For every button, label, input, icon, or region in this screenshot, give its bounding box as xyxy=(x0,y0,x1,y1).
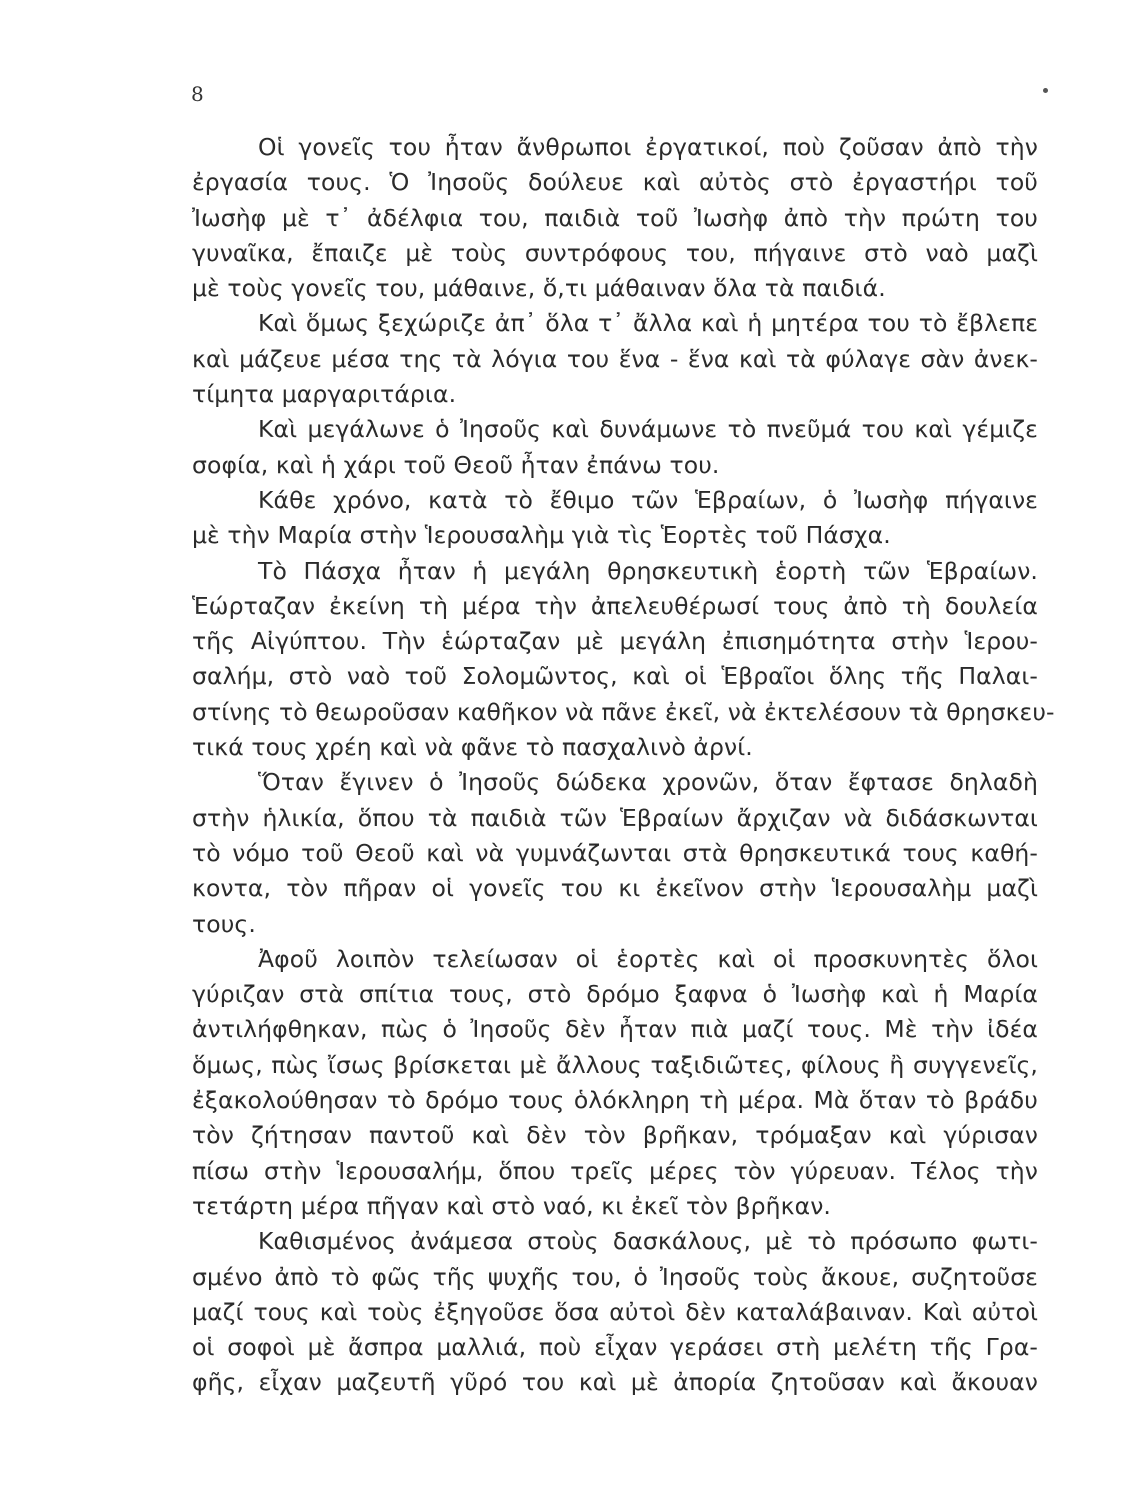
text-line: τικά τους χρέη καὶ νὰ φᾶνε τὸ πασχαλινὸ ἀρνί. xyxy=(192,733,753,762)
text-line: Καὶ μεγάλωνε ὁ Ἰησοῦς καὶ δυνάμωνε τὸ πνεῦμά του καὶ γέμιζε xyxy=(258,415,1038,444)
page-number: 8 xyxy=(191,82,204,106)
text-line: Τὸ Πάσχα ἦταν ἡ μεγάλη θρησκευτικὴ ἑορτὴ τῶν Ἑβραίων. xyxy=(258,556,1038,585)
text-line: Ὅταν ἔγινεν ὁ Ἰησοῦς δώδεκα χρονῶν, ὅταν ἔφτασε δηλαδὴ xyxy=(258,768,1038,797)
text-line: Κάθε χρόνο, κατὰ τὸ ἔθιμο τῶν Ἑβραίων, ὁ Ἰωσὴφ πήγαινε xyxy=(258,485,1038,514)
text-line: σοφία, καὶ ἡ χάρι τοῦ Θεοῦ ἦταν ἐπάνω του. xyxy=(192,450,720,479)
text-line: μὲ τὴν Μαρία στὴν Ἱερουσαλὴμ γιὰ τὶς Ἑορτὲς τοῦ Πάσχα. xyxy=(192,521,891,550)
text-line: σμένο ἀπὸ τὸ φῶς τῆς ψυχῆς του, ὁ Ἰησοῦς τοὺς ἄκουε, συζητοῦσε xyxy=(192,1262,1038,1291)
text-line: ὅμως, πὼς ἴσως βρίσκεται μὲ ἄλλους ταξιδιῶτες, φίλους ἢ συγγενεῖς, xyxy=(192,1050,1038,1079)
text-line: στὴν ἡλικία, ὅπου τὰ παιδιὰ τῶν Ἑβραίων ἄρχιζαν νὰ διδάσκωνται xyxy=(192,803,1038,832)
text-line: πίσω στὴν Ἱερουσαλήμ, ὅπου τρεῖς μέρες τὸν γύρευαν. Τέλος τὴν xyxy=(192,1156,1038,1185)
text-line: τὸν ζήτησαν παντοῦ καὶ δὲν τὸν βρῆκαν, τρόμαξαν καὶ γύρισαν xyxy=(192,1121,1038,1150)
text-line: Οἱ γονεῖς του ἦταν ἄνθρωποι ἐργατικοί, ποὺ ζοῦσαν ἀπὸ τὴν xyxy=(258,133,1038,161)
text-line: τὸ νόμο τοῦ Θεοῦ καὶ νὰ γυμνάζωνται στὰ θρησκευτικά τους καθή- xyxy=(192,838,1038,867)
text-line: οἱ σοφοὶ μὲ ἄσπρα μαλλιά, ποὺ εἶχαν γεράσει στὴ μελέτη τῆς Γρα- xyxy=(192,1333,1038,1362)
text-line: ἀντιλήφθηκαν, πὼς ὁ Ἰησοῦς δὲν ἦταν πιὰ μαζί τους. Μὲ τὴν ἰδέα xyxy=(192,1015,1038,1044)
text-line: φῆς, εἶχαν μαζευτῆ γῦρό του καὶ μὲ ἀπορία ζητοῦσαν καὶ ἄκουαν xyxy=(192,1368,1038,1397)
text-line: στίνης τὸ θεωροῦσαν καθῆκον νὰ πᾶνε ἐκεῖ, νὰ ἐκτελέσουν τὰ θρησκευ- xyxy=(192,697,1055,726)
text-line: Ἑώρταζαν ἐκείνη τὴ μέρα τὴν ἀπελευθέρωσί τους ἀπὸ τὴ δουλεία xyxy=(192,591,1038,620)
text-line: ἐξακολούθησαν τὸ δρόμο τους ὁλόκληρη τὴ μέρα. Μὰ ὅταν τὸ βράδυ xyxy=(192,1086,1038,1115)
text-line: σαλήμ, στὸ ναὸ τοῦ Σολομῶντος, καὶ οἱ Ἑβραῖοι ὅλης τῆς Παλαι- xyxy=(192,662,1038,691)
text-line: γυναῖκα, ἔπαιζε μὲ τοὺς συντρόφους του, πήγαινε στὸ ναὸ μαζὶ xyxy=(192,238,1038,267)
text-line: τῆς Αἰγύπτου. Τὴν ἑώρταζαν μὲ μεγάλη ἐπισημότητα στὴν Ἱερου- xyxy=(192,627,1038,656)
text-line: τους. xyxy=(192,909,256,938)
text-line: μαζί τους καὶ τοὺς ἐξηγοῦσε ὅσα αὐτοὶ δὲν καταλάβαιναν. Καὶ αὐτοὶ xyxy=(192,1297,1038,1326)
text-line: Ἀφοῦ λοιπὸν τελείωσαν οἱ ἑορτὲς καὶ οἱ προσκυνητὲς ὅλοι xyxy=(258,944,1038,973)
text-line: ἐργασία τους. Ὁ Ἰησοῦς δούλευε καὶ αὐτὸς στὸ ἐργαστήρι τοῦ xyxy=(192,168,1038,197)
text-line: τίμητα μαργαριτάρια. xyxy=(192,380,457,409)
body-text xyxy=(192,130,1055,1401)
paper-speck xyxy=(1043,88,1048,93)
text-line: Καθισμένος ἀνάμεσα στοὺς δασκάλους, μὲ τὸ πρόσωπο φωτι- xyxy=(258,1227,1038,1256)
text-line: Ἰωσὴφ μὲ τ᾽ ἀδέλφια του, παιδιὰ τοῦ Ἰωσὴφ ἀπὸ τὴν πρώτη του xyxy=(192,203,1038,232)
text-line: καὶ μάζευε μέσα της τὰ λόγια του ἕνα - ἕνα καὶ τὰ φύλαγε σὰν ἀνεκ- xyxy=(192,344,1038,373)
text-line: γύριζαν στὰ σπίτια τους, στὸ δρόμο ξαφνα ὁ Ἰωσὴφ καὶ ἡ Μαρία xyxy=(192,980,1038,1009)
text-line: κοντα, τὸν πῆραν οἱ γονεῖς του κι ἐκεῖνον στὴν Ἱερουσαλὴμ μαζὶ xyxy=(192,874,1038,903)
text-line: Καὶ ὅμως ξεχώριζε ἀπ᾽ ὅλα τ᾽ ἄλλα καὶ ἡ μητέρα του τὸ ἔβλεπε xyxy=(258,309,1038,338)
text-line: τετάρτη μέρα πῆγαν καὶ στὸ ναό, κι ἐκεῖ τὸν βρῆκαν. xyxy=(192,1191,831,1220)
text-line: μὲ τοὺς γονεῖς του, μάθαινε, ὅ,τι μάθαιναν ὅλα τὰ παιδιά. xyxy=(192,274,886,303)
